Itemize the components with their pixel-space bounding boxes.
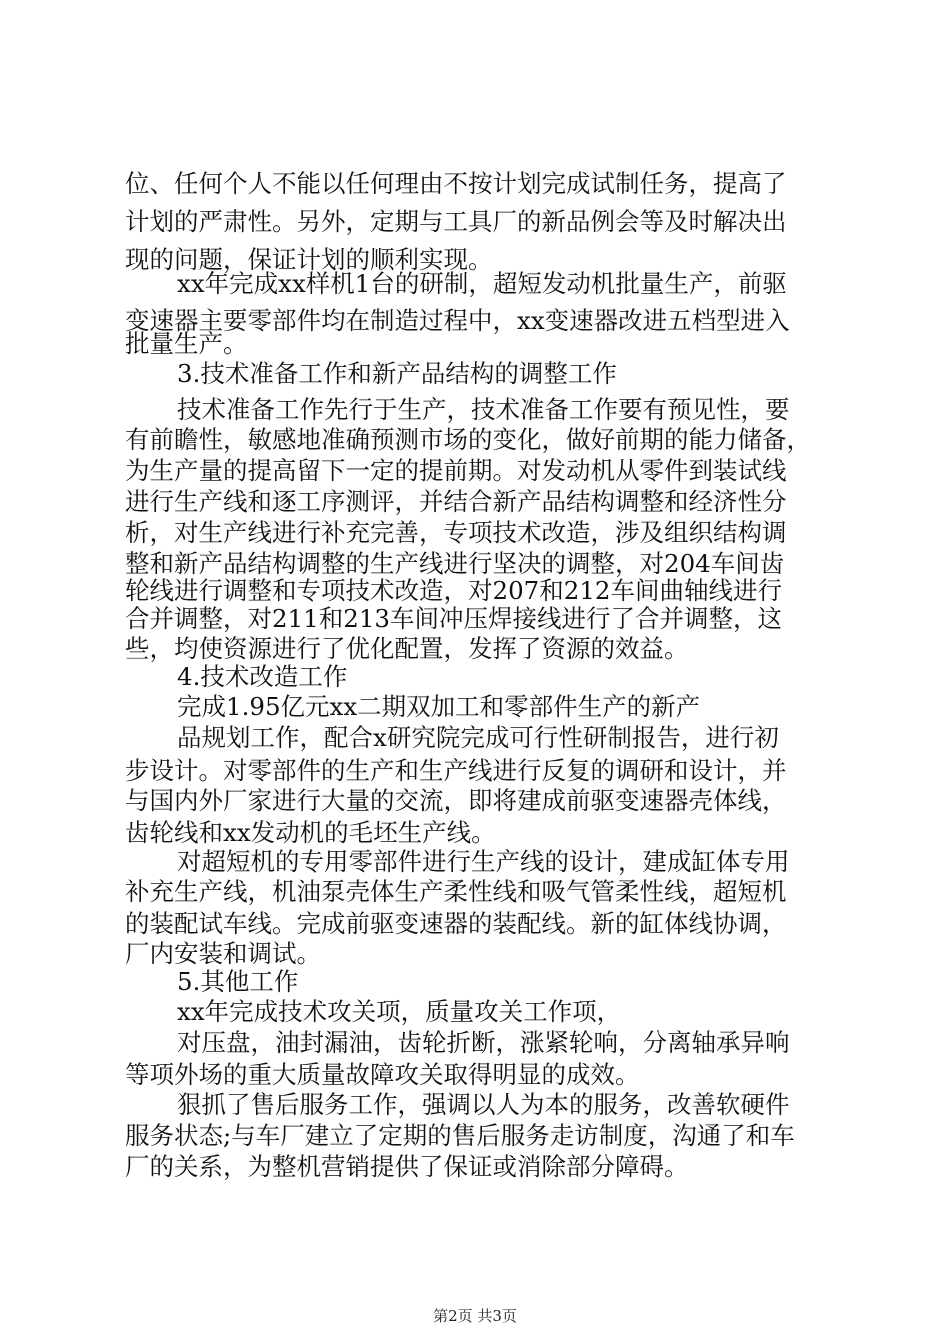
text-line: 齿轮线和xx发动机的毛坯生产线。	[125, 818, 496, 847]
text-line: 析，对生产线进行补充完善，专项技术改造，涉及组织结构调	[125, 518, 787, 547]
text-line: 补充生产线，机油泵壳体生产柔性线和吸气管柔性线，超短机	[125, 877, 787, 906]
text-line: 些，均使资源进行了优化配置，发挥了资源的效益。	[125, 634, 689, 663]
text-line: 合并调整，对211和213车间冲压焊接线进行了合并调整，这	[125, 604, 783, 633]
text-line: 整和新产品结构调整的生产线进行坚决的调整，对204车间齿	[125, 549, 785, 578]
text-line: 技术准备工作先行于生产，技术准备工作要有预见性，要	[177, 395, 790, 424]
text-line: 位、任何个人不能以任何理由不按计划完成试制任务，提高了	[125, 169, 787, 198]
text-line: 进行生产线和逐工序测评，并结合新产品结构调整和经济性分	[125, 487, 787, 516]
text-line: xx年完成技术攻关项，质量攻关工作项，	[177, 997, 622, 1026]
text-line: 狠抓了售后服务工作，强调以人为本的服务，改善软硬件	[177, 1090, 790, 1119]
text-line: 品规划工作，配合x研究院完成可行性研制报告，进行初	[177, 723, 779, 752]
text-line: 等项外场的重大质量故障攻关取得明显的成效。	[125, 1060, 640, 1089]
text-line: 计划的严肃性。另外，定期与工具厂的新品例会等及时解决出	[125, 207, 787, 236]
text-line: 厂内安装和调试。	[125, 939, 321, 968]
text-line: 完成1.95亿元xx二期双加工和零部件生产的新产	[177, 692, 701, 721]
text-line: 为生产量的提高留下一定的提前期。对发动机从零件到装试线	[125, 456, 787, 485]
text-line: 步设计。对零部件的生产和生产线进行反复的调研和设计，并	[125, 756, 787, 785]
text-line: 对超短机的专用零部件进行生产线的设计，建成缸体专用	[177, 847, 790, 876]
text-line: 对压盘，油封漏油，齿轮折断，涨紧轮响，分离轴承异响	[177, 1028, 790, 1057]
text-line: 有前瞻性，敏感地准确预测市场的变化，做好前期的能力储备，	[125, 425, 811, 454]
text-line: 现的问题，保证计划的顺利实现。	[125, 245, 493, 274]
text-line: xx年完成xx样机1台的研制，超短发动机批量生产，前驱	[177, 269, 787, 298]
section-heading: 4.技术改造工作	[177, 662, 348, 691]
text-line: 轮线进行调整和专项技术改造，对207和212车间曲轴线进行	[125, 576, 783, 605]
text-line: 厂的关系，为整机营销提供了保证或消除部分障碍。	[125, 1152, 689, 1181]
text-line: 服务状态;与车厂建立了定期的售后服务走访制度，沟通了和车	[125, 1121, 795, 1150]
section-heading: 5.其他工作	[177, 967, 299, 996]
text-line: 的装配试车线。完成前驱变速器的装配线。新的缸体线协调，	[125, 909, 787, 938]
text-line: 批量生产。	[125, 329, 248, 358]
text-line: 与国内外厂家进行大量的交流，即将建成前驱变速器壳体线，	[125, 786, 787, 815]
section-heading: 3.技术准备工作和新产品结构的调整工作	[177, 359, 617, 388]
page-number: 第2页 共3页	[433, 1307, 517, 1325]
text-line: 变速器主要零部件均在制造过程中，xx变速器改进五档型进入	[125, 306, 790, 335]
